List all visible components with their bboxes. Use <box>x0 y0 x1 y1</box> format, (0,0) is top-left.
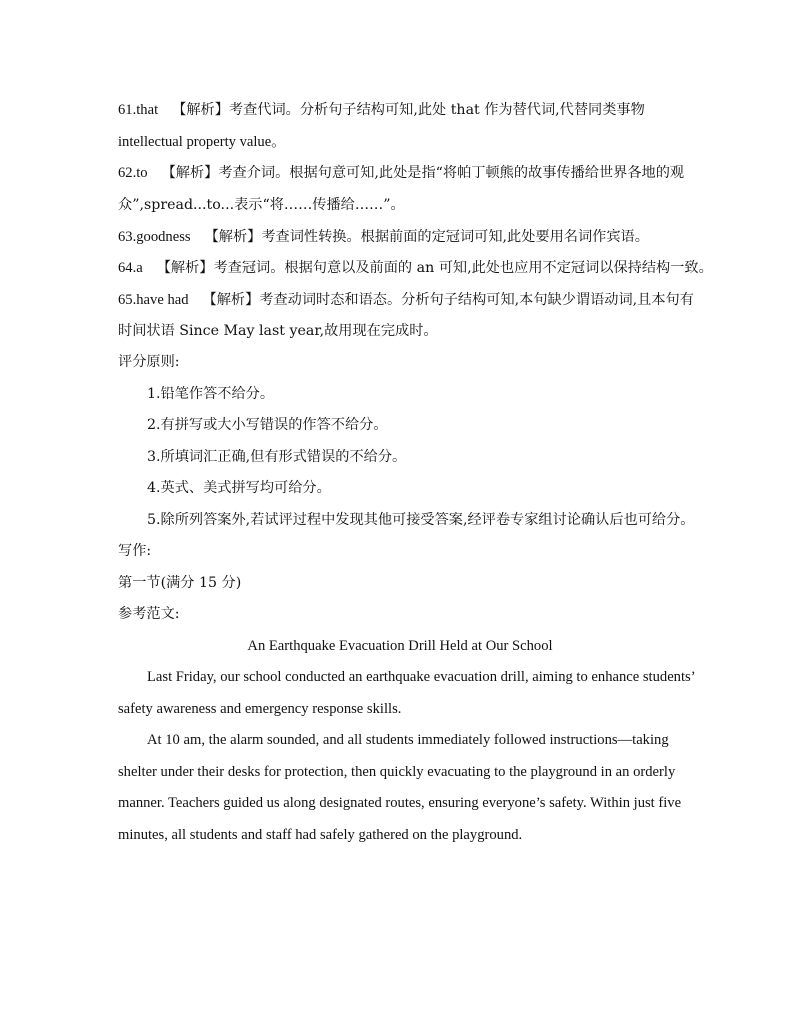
answer-explanation: 【解析】考查词性转换。根据前面的定冠词可知,此处要用名词作宾语。 <box>204 229 649 245</box>
essay-line: Last Friday, our school conducted an earthquake evacuation drill, aiming to enhance students’ <box>147 669 696 685</box>
scoring-heading: 评分原则: <box>118 354 180 370</box>
answer-65-continuation: 时间状语 Since May last year,故用现在完成时。 <box>118 323 438 339</box>
scoring-rule: 1.铅笔作答不给分。 <box>147 386 275 402</box>
writing-heading: 写作: <box>118 543 152 559</box>
writing-section: 第一节(满分 15 分) <box>118 575 242 591</box>
scoring-rule: 3.所填词汇正确,但有形式错误的不给分。 <box>147 449 407 465</box>
essay-line: safety awareness and emergency response skills. <box>118 701 402 717</box>
essay-line: minutes, all students and staff had safely gathered on the playground. <box>118 827 523 843</box>
answer-key: 61.that <box>118 102 159 118</box>
essay-line: shelter under their desks for protection, then quickly evacuating to the playground in an orderly <box>118 764 676 780</box>
essay-line: manner. Teachers guided us along designated routes, ensuring everyone’s safety. Within just five <box>118 795 682 811</box>
answer-key: 63.goodness <box>118 229 191 245</box>
answer-62-continuation: 众”,spread...to...表示“将……传播给……”。 <box>118 197 405 213</box>
answer-explanation: 【解析】考查动词时态和语态。分析句子结构可知,本句缺少谓语动词,且本句有 <box>202 292 694 308</box>
scoring-rule: 2.有拼写或大小写错误的作答不给分。 <box>147 417 388 433</box>
answer-62 <box>118 163 684 183</box>
answer-explanation: 【解析】考查代词。分析句子结构可知,此处 that 作为替代词,代替同类事物 <box>172 102 645 118</box>
scoring-rule: 5.除所列答案外,若试评过程中发现其他可接受答案,经评卷专家组讨论确认后也可给分。 <box>147 512 695 528</box>
answer-key: 64.a <box>118 260 143 276</box>
essay-title: An Earthquake Evacuation Drill Held at Our School <box>247 638 553 654</box>
answer-key: 65.have had <box>118 292 189 308</box>
answer-65 <box>118 290 694 310</box>
answer-key: 62.to <box>118 165 148 181</box>
answer-63 <box>118 227 649 247</box>
answer-61-continuation: intellectual property value。 <box>118 134 286 150</box>
essay-line: At 10 am, the alarm sounded, and all students immediately followed instructions—taking <box>147 732 669 748</box>
answer-64 <box>118 258 713 278</box>
scoring-rule: 4.英式、美式拼写均可给分。 <box>147 480 331 496</box>
answer-explanation: 【解析】考查介词。根据句意可知,此处是指“将帕丁顿熊的故事传播给世界各地的观 <box>161 165 685 181</box>
answer-explanation: 【解析】考查冠词。根据句意以及前面的 an 可知,此处也应用不定冠词以保持结构一致。 <box>156 260 713 276</box>
answer-61 <box>118 100 645 120</box>
sample-label: 参考范文: <box>118 606 180 622</box>
